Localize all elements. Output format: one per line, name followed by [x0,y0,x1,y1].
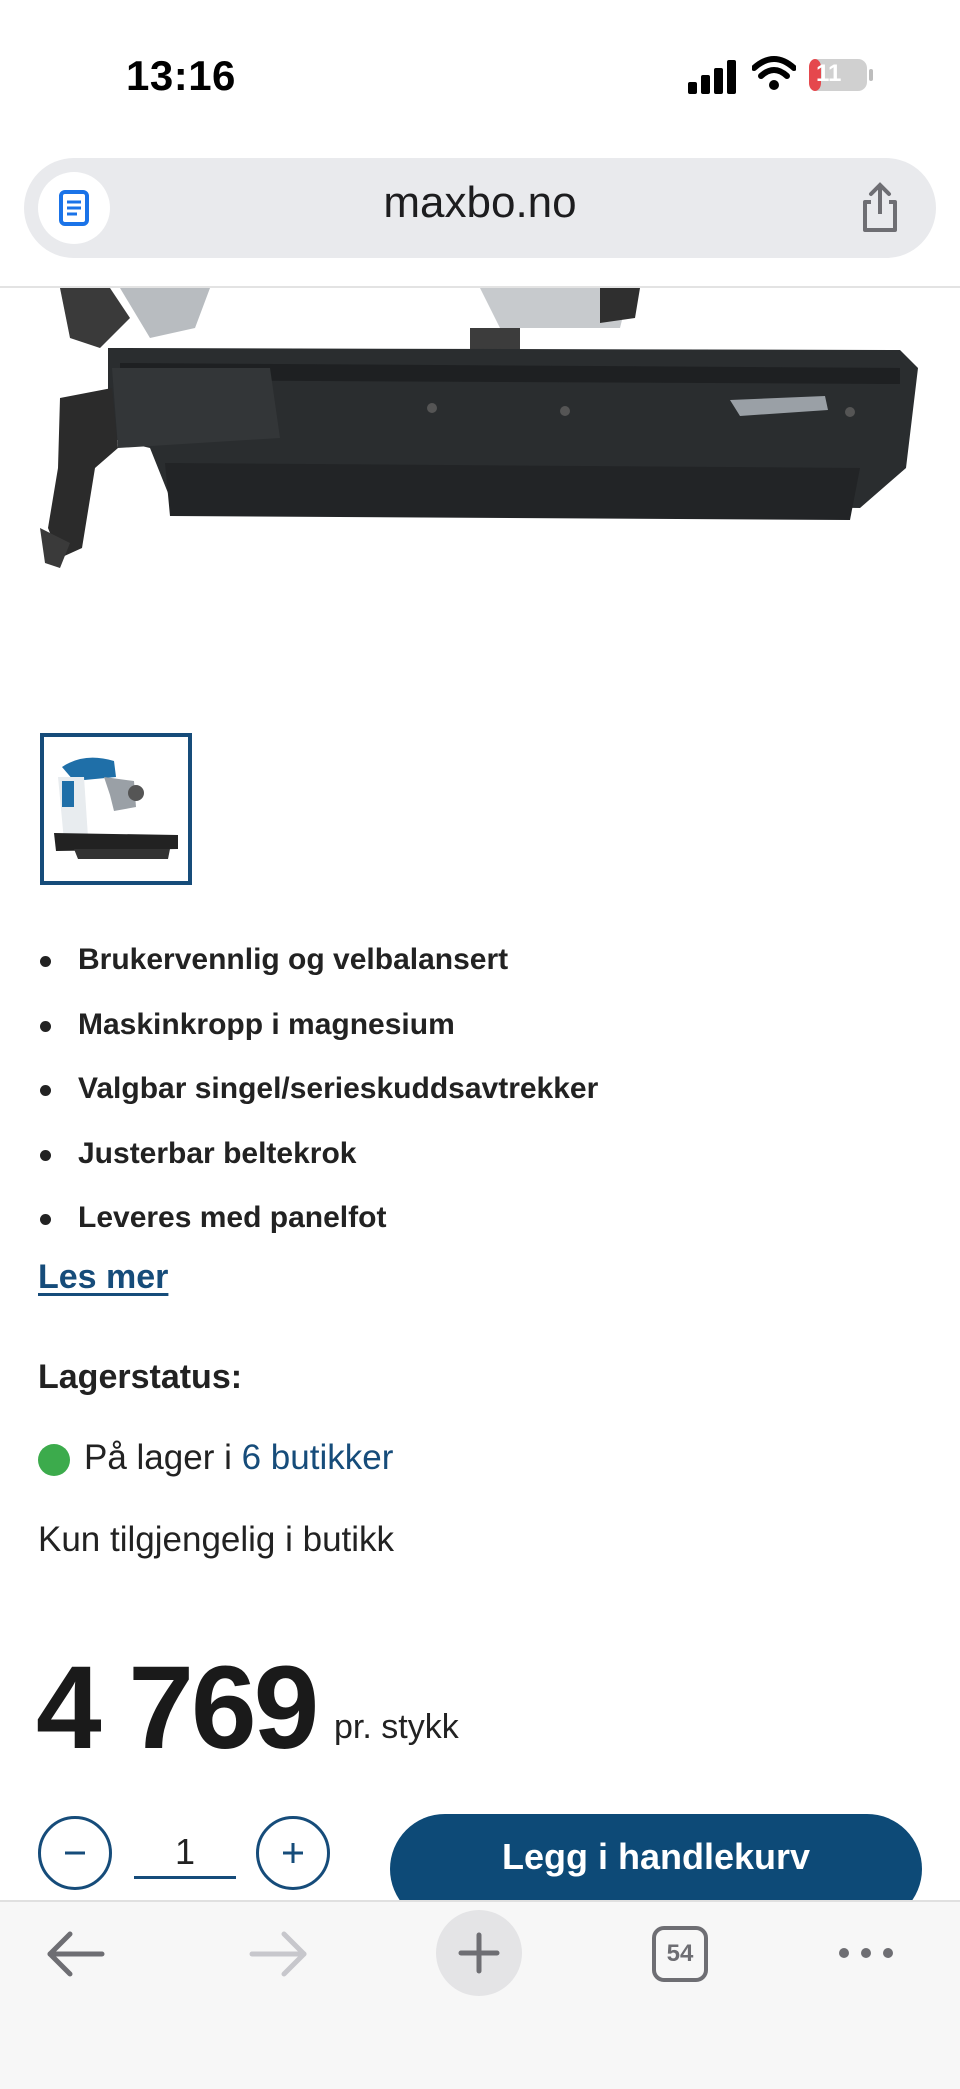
read-more-link[interactable]: Les mer [38,1258,169,1296]
battery-icon [808,58,874,92]
price: 4 769 [36,1642,317,1774]
new-tab-button[interactable] [436,1910,522,1996]
product-thumbnail[interactable] [40,733,192,885]
tab-count: 54 [666,1940,694,1967]
in-stock-indicator-icon [38,1444,70,1476]
battery-level: 11 [816,60,842,87]
cellular-signal-icon [688,60,738,94]
tabs-button[interactable] [652,1926,708,1982]
feature-list [40,932,598,1255]
product-image[interactable] [0,288,960,598]
status-time: 13:16 [126,52,236,99]
stock-status [84,1438,393,1478]
plus-icon [279,1839,307,1867]
feature-item: Justerbar beltekrok [40,1126,598,1191]
feature-item: Maskinkropp i magnesium [40,997,598,1062]
forward-arrow-icon[interactable] [246,1924,310,1984]
feature-item: Brukervennlig og velbalansert [40,932,598,997]
quantity-increase-button[interactable] [256,1816,330,1890]
stock-status-label: Lagerstatus: [38,1358,243,1396]
feature-item: Leveres med panelfot [40,1190,598,1255]
add-to-cart-button[interactable]: Legg i handlekurv [390,1814,922,1924]
stores-link[interactable]: 6 butikker [241,1438,394,1477]
more-icon[interactable] [836,1938,896,1968]
back-arrow-icon[interactable] [44,1924,108,1984]
availability-note: Kun tilgjengelig i butikk [38,1520,395,1559]
feature-item: Valgbar singel/serieskuddsavtrekker [40,1061,598,1126]
quantity-input[interactable] [134,1828,236,1879]
url-text[interactable]: maxbo.no [383,178,577,227]
share-icon[interactable] [852,180,908,236]
wifi-icon [752,56,796,92]
stock-prefix: På lager i [84,1438,232,1477]
thumbnail-image [44,737,188,881]
quantity-decrease-button[interactable] [38,1816,112,1890]
price-unit: pr. stykk [334,1708,459,1746]
plus-icon [457,1931,501,1975]
minus-icon [61,1839,89,1867]
